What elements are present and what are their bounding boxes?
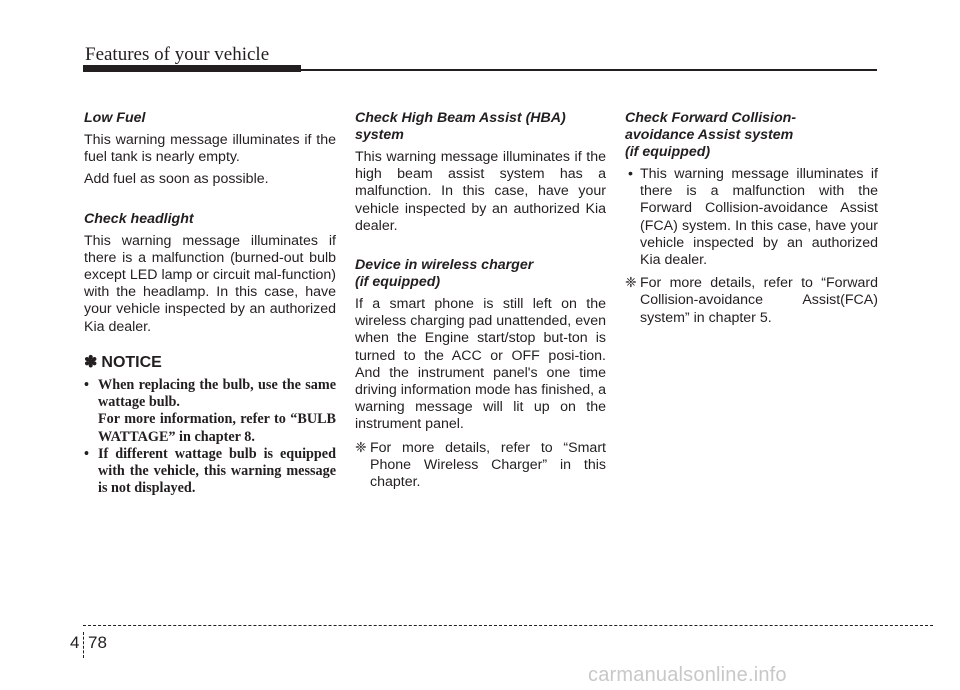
chapter-number: 4	[70, 633, 80, 652]
check-headlight-text: This warning message illuminates if there is a malfunction (burned-out bulb except LED lamp or circuit mal-function) with the headlamp. In this case, have your vehicle inspected by an authorized Kia dealer.	[84, 232, 336, 335]
fca-reference-text: For more details, refer to “Forward Collision-avoidance Assist(FCA) system” in chapter 5.	[640, 275, 878, 326]
column-1	[84, 110, 336, 497]
fca-heading-line3: (if equipped)	[625, 144, 711, 160]
check-headlight-heading: Check headlight	[84, 210, 194, 227]
fca-heading-line1: Check Forward Collision-	[625, 110, 797, 126]
footer-rule	[83, 625, 933, 626]
notice-title: NOTICE	[101, 353, 162, 371]
notice-star-icon: ✽	[84, 353, 98, 371]
fca-heading	[625, 110, 878, 161]
notice-item	[84, 377, 336, 446]
wireless-charger-heading	[355, 257, 606, 291]
notice-list	[84, 377, 336, 497]
low-fuel-action-text: Add fuel as soon as possible.	[84, 171, 269, 188]
fca-bullet-item	[625, 166, 878, 269]
watermark: carmanualsonline.info	[588, 664, 787, 686]
wireless-charger-reference	[355, 440, 606, 492]
header-rule-thin	[301, 69, 877, 71]
hba-heading-line1: Check High Beam Assist (HBA)	[355, 110, 566, 126]
wireless-charger-reference-text: For more details, refer to “Smart Phone Wireless Charger” in this chapter.	[370, 439, 606, 491]
hba-text: This warning message illuminates if the high beam assist system has a malfunction. In this case, have your vehicle inspected by an authorized Kia dealer.	[355, 149, 606, 234]
notice-item	[84, 446, 336, 498]
notice-item-text: When replacing the bulb, use the same wattage bulb.	[98, 377, 336, 411]
fca-reference	[625, 275, 878, 327]
hba-heading	[355, 110, 606, 144]
header-rule-thick	[83, 65, 301, 72]
fca-heading-line2: avoidance Assist system	[625, 127, 794, 143]
wireless-charger-heading-line2: (if equipped)	[355, 274, 441, 291]
reference-mark-icon: ❈	[625, 275, 637, 292]
wireless-charger-heading-line1: Device in wireless charger	[355, 257, 534, 274]
bullet-icon: •	[628, 166, 633, 182]
footer-divider	[83, 632, 84, 658]
reference-mark-icon: ❈	[355, 439, 367, 456]
notice-item-text: If different wattage bulb is equipped with the vehicle, this warning message is not displayed.	[98, 445, 336, 497]
bullet-icon: •	[84, 377, 89, 394]
fca-bullet-text: This warning message illuminates if there is a malfunction with the Forward Collision-avoidance Assist (FCA) system. In this case, have your vehicle inspected by an authorized Kia dealer.	[640, 166, 878, 269]
wireless-charger-text: If a smart phone is still left on the wireless charging pad unattended, even when the Engine start/stop but-ton is turned to the ACC or OFF posi-tion. And the instrument panel's one time driving information mode has finished, a warning message will lit up on the instrument panel.	[355, 296, 606, 433]
column-2	[355, 110, 606, 491]
column-3	[625, 110, 878, 327]
low-fuel-heading: Low Fuel	[84, 110, 146, 126]
notice-heading	[84, 354, 336, 371]
low-fuel-text: This warning message illuminates if the fuel tank is nearly empty.	[84, 132, 336, 166]
page-number: 78	[88, 633, 107, 652]
bullet-icon: •	[84, 445, 89, 462]
hba-heading-line2: system	[355, 127, 404, 143]
page-header-title: Features of your vehicle	[85, 44, 270, 65]
notice-item-text: For more information, refer to “BULB WATTAGE” in chapter 8.	[98, 411, 336, 445]
